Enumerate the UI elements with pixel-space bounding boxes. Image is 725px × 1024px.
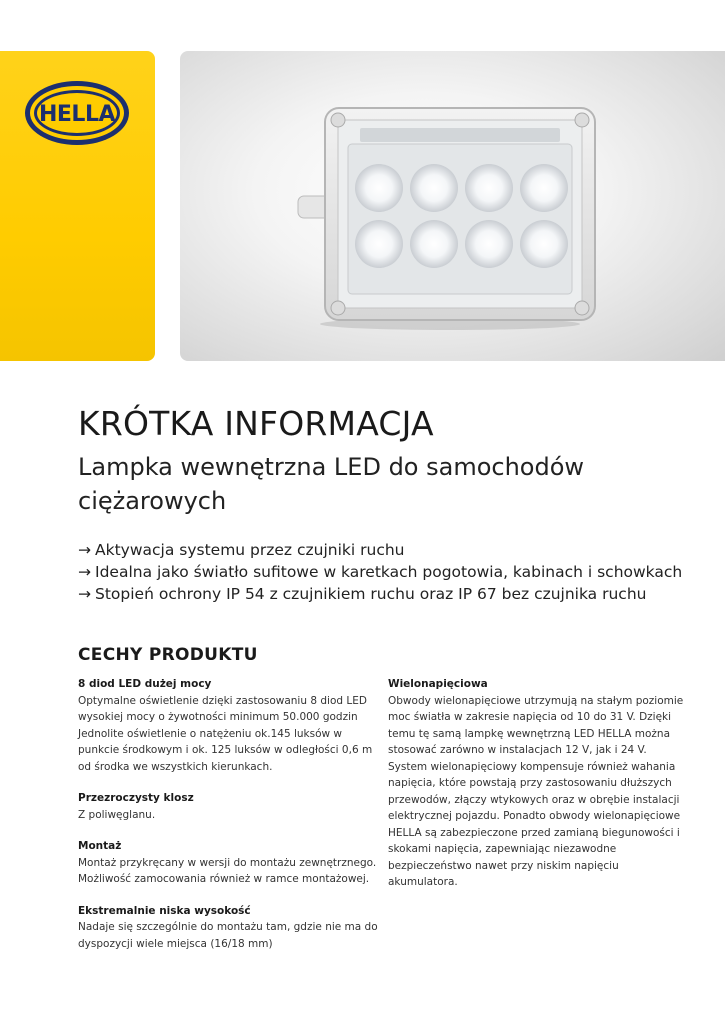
- feature-text: Nadaje się szczególnie do montażu tam, gdzie nie ma do dyspozycji wiele miejsca (16/18 mm): [78, 921, 378, 950]
- logo-text: HELLA: [38, 102, 116, 127]
- feature-item: [388, 676, 688, 891]
- key-point-text: Stopień ochrony IP 54 z czujnikiem ruchu oraz IP 67 bez czujnika ruchu: [95, 585, 647, 603]
- key-point: [78, 583, 682, 605]
- page-subtitle: Lampka wewnętrzna LED do samochodów ciężarowych: [78, 453, 585, 515]
- page-title: KRÓTKA INFORMACJA: [78, 404, 434, 443]
- hella-logo: [24, 80, 130, 146]
- features-right-column: [388, 676, 688, 906]
- key-point-text: Idealna jako światło sufitowe w karetkach pogotowia, kabinach i schowkach: [95, 563, 683, 581]
- arrow-right-icon: →: [78, 585, 91, 603]
- feature-text: Optymalne oświetlenie dzięki zastosowaniu 8 diod LED wysokiej mocy o żywotności minimum 50.000 godzin Jednolite oświetlenie o natężeniu ok.145 luksów w punkcie środkowym i ok. 125 luksów w odległości 0,6 m od środka we wszystkich kierunkach.: [78, 694, 373, 773]
- key-point-text: Aktywacja systemu przez czujniki ruchu: [95, 541, 405, 559]
- key-points-list: [78, 539, 682, 605]
- feature-item: [78, 790, 378, 823]
- feature-title: Przezroczysty klosz: [78, 792, 194, 804]
- arrow-right-icon: →: [78, 541, 91, 559]
- features-left-column: [78, 676, 378, 967]
- features-heading: CECHY PRODUKTU: [78, 645, 258, 665]
- feature-title: Wielonapięciowa: [388, 678, 488, 690]
- feature-item: [78, 838, 378, 888]
- feature-text: Montaż przykręcany w wersji do montażu zewnętrznego. Możliwość zamocowania również w ramce montażowej.: [78, 856, 377, 885]
- led-lamp-illustration: [290, 96, 600, 331]
- feature-text: Z poliwęglanu.: [78, 808, 156, 821]
- key-point: [78, 539, 682, 561]
- key-point: [78, 561, 682, 583]
- feature-title: Montaż: [78, 840, 122, 852]
- feature-title: 8 diod LED dużej mocy: [78, 678, 212, 690]
- feature-item: [78, 903, 378, 953]
- feature-text: Obwody wielonapięciowe utrzymują na stałym poziomie moc światła w zakresie napięcia od 10 do 31 V. Dzięki temu tę samą lampkę wewnętrzną LED HELLA można stosować zarówno w instalacjach 12 V, jak i 24 V. System wielonapięciowy kompensuje również wahania napięcia, które powstają przy zastosowaniu dłuższych przewodów, złączy wtykowych oraz w obrębie instalacji elektrycznej pojazdu. Ponadto obwody wielonapięciowe HELLA są zabezpieczone przed zamianą biegunowości i skokami napięcia, zapewniając niezawodne bezpieczeństwo nawet przy niskim napięciu akumulatora.: [388, 694, 684, 888]
- product-photo: [180, 51, 725, 361]
- feature-item: [78, 676, 378, 775]
- arrow-right-icon: →: [78, 563, 91, 581]
- feature-title: Ekstremalnie niska wysokość: [78, 904, 251, 917]
